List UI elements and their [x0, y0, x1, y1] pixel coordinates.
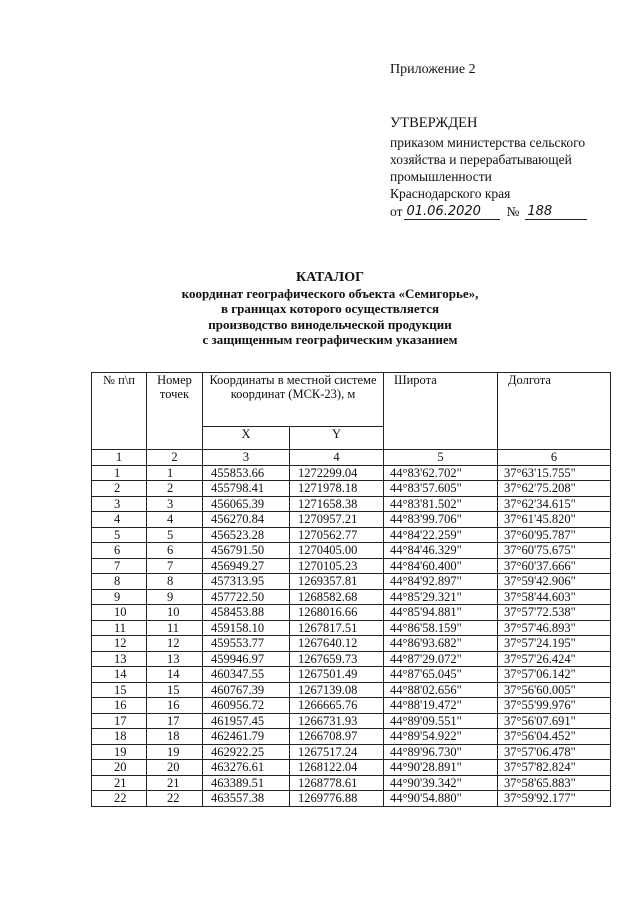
table-row — [92, 729, 611, 745]
latitude: 44°90'54.880" — [384, 791, 498, 807]
x-coordinate: 458453.88 — [203, 605, 290, 621]
x-coordinate: 455853.66 — [203, 465, 290, 481]
row-number: 15 — [92, 682, 147, 698]
table-row — [92, 698, 611, 714]
latitude: 44°84'92.897" — [384, 574, 498, 590]
index-cell: 5 — [384, 450, 498, 466]
y-coordinate: 1271978.18 — [290, 481, 384, 497]
row-number: 7 — [92, 558, 147, 574]
x-coordinate: 463557.38 — [203, 791, 290, 807]
longitude: 37°60'37.666" — [498, 558, 611, 574]
row-number: 3 — [92, 496, 147, 512]
latitude: 44°89'09.551" — [384, 713, 498, 729]
x-coordinate: 459946.97 — [203, 651, 290, 667]
y-coordinate: 1270957.21 — [290, 512, 384, 528]
number-prefix: № — [506, 204, 520, 219]
table-row — [92, 760, 611, 776]
row-number: 8 — [92, 574, 147, 590]
point-number: 21 — [147, 775, 203, 791]
latitude: 44°83'57.605" — [384, 481, 498, 497]
longitude: 37°57'26.424" — [498, 651, 611, 667]
latitude: 44°88'02.656" — [384, 682, 498, 698]
index-cell: 1 — [92, 450, 147, 466]
title-line-1: КАТАЛОГ — [295, 270, 364, 285]
row-number: 13 — [92, 651, 147, 667]
row-number: 21 — [92, 775, 147, 791]
latitude: 44°85'94.881" — [384, 605, 498, 621]
point-number: 17 — [147, 713, 203, 729]
point-number: 15 — [147, 682, 203, 698]
latitude: 44°83'62.702" — [384, 465, 498, 481]
table-row — [92, 496, 611, 512]
latitude: 44°87'65.045" — [384, 667, 498, 683]
table-header-row — [92, 373, 611, 427]
index-cell: 4 — [290, 450, 384, 466]
row-number: 10 — [92, 605, 147, 621]
x-coordinate: 462922.25 — [203, 744, 290, 760]
longitude: 37°58'44.603" — [498, 589, 611, 605]
y-coordinate: 1268582.68 — [290, 589, 384, 605]
x-coordinate: 457722.50 — [203, 589, 290, 605]
coordinates-table — [91, 372, 611, 807]
header-x: X — [203, 426, 290, 449]
x-coordinate: 456523.28 — [203, 527, 290, 543]
title-line-2: координат географического объекта «Семигорье», — [181, 285, 479, 301]
longitude: 37°63'15.755" — [498, 465, 611, 481]
latitude: 44°88'19.472" — [384, 698, 498, 714]
table-row — [92, 512, 611, 528]
index-cell: 3 — [203, 450, 290, 466]
table-row — [92, 465, 611, 481]
latitude: 44°85'29.321" — [384, 589, 498, 605]
row-number: 12 — [92, 636, 147, 652]
row-number: 22 — [92, 791, 147, 807]
row-number: 20 — [92, 760, 147, 776]
latitude: 44°84'22.259" — [384, 527, 498, 543]
x-coordinate: 456065.39 — [203, 496, 290, 512]
date-prefix: от — [390, 204, 403, 219]
row-number: 11 — [92, 620, 147, 636]
table-row — [92, 527, 611, 543]
approval-block — [390, 115, 605, 220]
x-coordinate: 460956.72 — [203, 698, 290, 714]
point-number: 19 — [147, 744, 203, 760]
y-coordinate: 1270562.77 — [290, 527, 384, 543]
x-coordinate: 459158.10 — [203, 620, 290, 636]
x-coordinate: 456791.50 — [203, 543, 290, 559]
header-coords: Координаты в местной системе координат (МСК-23), м — [203, 373, 384, 427]
longitude: 37°57'06.142" — [498, 667, 611, 683]
longitude: 37°58'65.883" — [498, 775, 611, 791]
point-number: 2 — [147, 481, 203, 497]
header-num: № п\п — [92, 373, 147, 450]
table-row — [92, 791, 611, 807]
header-point: Номер точек — [147, 373, 203, 450]
table-row — [92, 558, 611, 574]
point-number: 13 — [147, 651, 203, 667]
y-coordinate: 1267640.12 — [290, 636, 384, 652]
x-coordinate: 457313.95 — [203, 574, 290, 590]
table-row — [92, 667, 611, 683]
y-coordinate: 1270105.23 — [290, 558, 384, 574]
table-row — [92, 775, 611, 791]
table-row — [92, 744, 611, 760]
longitude: 37°57'46.893" — [498, 620, 611, 636]
title-line-4: производство винодельческой продукции — [208, 316, 452, 332]
point-number: 3 — [147, 496, 203, 512]
latitude: 44°83'99.706" — [384, 512, 498, 528]
longitude: 37°60'95.787" — [498, 527, 611, 543]
y-coordinate: 1270405.00 — [290, 543, 384, 559]
row-number: 14 — [92, 667, 147, 683]
x-coordinate: 455798.41 — [203, 481, 290, 497]
row-number: 17 — [92, 713, 147, 729]
table-row — [92, 574, 611, 590]
longitude: 37°57'24.195" — [498, 636, 611, 652]
point-number: 6 — [147, 543, 203, 559]
longitude: 37°62'75.208" — [498, 481, 611, 497]
x-coordinate: 460767.39 — [203, 682, 290, 698]
latitude: 44°86'58.159" — [384, 620, 498, 636]
table-row — [92, 713, 611, 729]
point-number: 1 — [147, 465, 203, 481]
table-row — [92, 682, 611, 698]
header-lon: Долгота — [498, 373, 611, 450]
y-coordinate: 1267817.51 — [290, 620, 384, 636]
latitude: 44°89'96.730" — [384, 744, 498, 760]
table-body — [92, 450, 611, 807]
latitude: 44°84'46.329" — [384, 543, 498, 559]
approved-title: УТВЕРЖДЕН — [390, 115, 478, 131]
approved-line-4: Краснодарского края — [390, 186, 511, 201]
x-coordinate: 456949.27 — [203, 558, 290, 574]
point-number: 12 — [147, 636, 203, 652]
longitude: 37°60'75.675" — [498, 543, 611, 559]
table-row — [92, 620, 611, 636]
header-y: Y — [290, 426, 384, 449]
point-number: 16 — [147, 698, 203, 714]
row-number: 18 — [92, 729, 147, 745]
longitude: 37°57'06.478" — [498, 744, 611, 760]
y-coordinate: 1266665.76 — [290, 698, 384, 714]
point-number: 11 — [147, 620, 203, 636]
table-row — [92, 543, 611, 559]
row-number: 4 — [92, 512, 147, 528]
latitude: 44°86'93.682" — [384, 636, 498, 652]
latitude: 44°83'81.502" — [384, 496, 498, 512]
longitude: 37°61'45.820" — [498, 512, 611, 528]
point-number: 10 — [147, 605, 203, 621]
table-row — [92, 636, 611, 652]
latitude: 44°84'60.400" — [384, 558, 498, 574]
handwritten-number: 188 — [525, 204, 587, 220]
point-number: 20 — [147, 760, 203, 776]
point-number: 8 — [147, 574, 203, 590]
point-number: 7 — [147, 558, 203, 574]
y-coordinate: 1269776.88 — [290, 791, 384, 807]
row-number: 19 — [92, 744, 147, 760]
y-coordinate: 1271658.38 — [290, 496, 384, 512]
point-number: 14 — [147, 667, 203, 683]
y-coordinate: 1266708.97 — [290, 729, 384, 745]
x-coordinate: 462461.79 — [203, 729, 290, 745]
latitude: 44°90'28.891" — [384, 760, 498, 776]
x-coordinate: 463276.61 — [203, 760, 290, 776]
title-line-5: с защищенным географическим указанием — [202, 332, 458, 347]
row-number: 6 — [92, 543, 147, 559]
y-coordinate: 1268016.66 — [290, 605, 384, 621]
row-number: 9 — [92, 589, 147, 605]
latitude: 44°89'54.922" — [384, 729, 498, 745]
approved-line-3: промышленности — [390, 169, 492, 184]
approved-line-2: хозяйства и перерабатывающей — [390, 152, 572, 167]
catalog-title — [150, 270, 510, 348]
header-lat: Широта — [384, 373, 498, 450]
y-coordinate: 1266731.93 — [290, 713, 384, 729]
longitude: 37°56'07.691" — [498, 713, 611, 729]
row-number: 16 — [92, 698, 147, 714]
point-number: 4 — [147, 512, 203, 528]
index-cell: 2 — [147, 450, 203, 466]
handwritten-date: 01.06.2020 — [404, 204, 500, 220]
x-coordinate: 463389.51 — [203, 775, 290, 791]
appendix-label: Приложение 2 — [390, 62, 476, 77]
longitude: 37°57'72.538" — [498, 605, 611, 621]
y-coordinate: 1267501.49 — [290, 667, 384, 683]
latitude: 44°90'39.342" — [384, 775, 498, 791]
order-date-number — [390, 203, 605, 220]
approved-line-1: приказом министерства сельского — [390, 135, 586, 150]
y-coordinate: 1267659.73 — [290, 651, 384, 667]
longitude: 37°56'60.005" — [498, 682, 611, 698]
table-row — [92, 651, 611, 667]
x-coordinate: 456270.84 — [203, 512, 290, 528]
table-row — [92, 481, 611, 497]
y-coordinate: 1267517.24 — [290, 744, 384, 760]
x-coordinate: 460347.55 — [203, 667, 290, 683]
latitude: 44°87'29.072" — [384, 651, 498, 667]
table-row — [92, 605, 611, 621]
table-row — [92, 589, 611, 605]
x-coordinate: 461957.45 — [203, 713, 290, 729]
point-number: 9 — [147, 589, 203, 605]
x-coordinate: 459553.77 — [203, 636, 290, 652]
point-number: 18 — [147, 729, 203, 745]
table-index-row — [92, 450, 611, 466]
y-coordinate: 1269357.81 — [290, 574, 384, 590]
longitude: 37°59'42.906" — [498, 574, 611, 590]
row-number: 5 — [92, 527, 147, 543]
point-number: 5 — [147, 527, 203, 543]
row-number: 2 — [92, 481, 147, 497]
longitude: 37°59'92.177" — [498, 791, 611, 807]
row-number: 1 — [92, 465, 147, 481]
title-line-3: в границах которого осуществляется — [221, 301, 439, 316]
longitude: 37°57'82.824" — [498, 760, 611, 776]
index-cell: 6 — [498, 450, 611, 466]
y-coordinate: 1268778.61 — [290, 775, 384, 791]
longitude: 37°56'04.452" — [498, 729, 611, 745]
y-coordinate: 1267139.08 — [290, 682, 384, 698]
point-number: 22 — [147, 791, 203, 807]
longitude: 37°55'99.976" — [498, 698, 611, 714]
y-coordinate: 1272299.04 — [290, 465, 384, 481]
longitude: 37°62'34.615" — [498, 496, 611, 512]
y-coordinate: 1268122.04 — [290, 760, 384, 776]
